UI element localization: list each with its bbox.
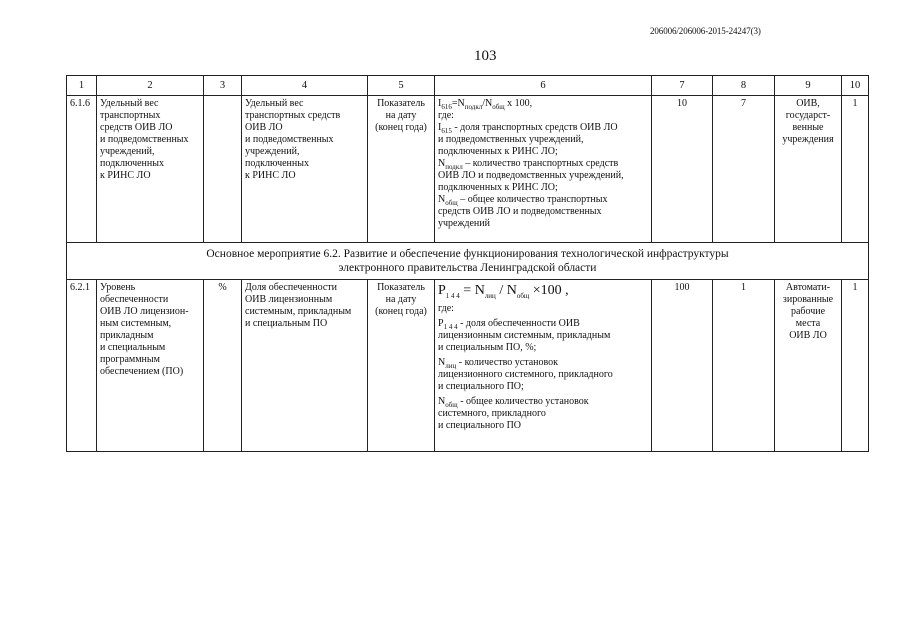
definition-sub: лиц: [445, 362, 457, 370]
definition-text: - доля транспортных средств ОИВ ЛО и подведомственных учреждений, подключенных к РИНС ЛО;: [438, 122, 618, 157]
where-label: где:: [438, 110, 454, 121]
column-header: 1: [67, 76, 97, 96]
indicator-type: Показатель на дату (конец года): [368, 96, 435, 243]
definition-symbol: N: [438, 396, 446, 407]
row-code: 6.1.6: [67, 96, 97, 243]
definition: [438, 194, 648, 230]
definition-text: – общее количество транспортных средств ОИВ ЛО и подведомственных учреждений: [438, 194, 608, 229]
indicator-description: Удельный вес транспортных средств ОИВ ЛО и подведомственных учреждений, подключенных к РИНС ЛО: [242, 96, 368, 243]
definition-symbol: P: [438, 318, 444, 329]
definition-symbol: N: [438, 357, 446, 368]
value-cell: 1: [842, 280, 869, 452]
definition-text: - общее количество установок системного, прикладного и специального ПО: [438, 396, 589, 431]
column-header: 6: [435, 76, 652, 96]
indicator-name: Удельный вес транспортных средств ОИВ ЛО и подведомственных учреждений, подключенных к РИНС ЛО: [97, 96, 204, 243]
column-header: 3: [204, 76, 242, 96]
value-cell: 10: [652, 96, 713, 243]
table-row: [67, 96, 869, 243]
where-label: где:: [438, 303, 454, 314]
responsible-cell: Автомати- зированные рабочие места ОИВ ЛО: [775, 280, 842, 452]
definition-symbol: I: [438, 122, 442, 133]
formula-sub: 616: [441, 103, 452, 111]
indicator-type: Показатель на дату (конец года): [368, 280, 435, 452]
formula-sub: общ: [516, 291, 530, 300]
formula-part: ×100 ,: [529, 283, 569, 298]
definition: [438, 396, 648, 432]
row-code: 6.2.1: [67, 280, 97, 452]
definition-sub: общ: [445, 401, 458, 409]
value-cell: 100: [652, 280, 713, 452]
indicator-name: Уровень обеспеченности ОИВ ЛО лицензион- ным системным, прикладным и специальным программным обеспечением (ПО): [97, 280, 204, 452]
definition-symbol: N: [438, 194, 446, 205]
formula: [438, 282, 648, 300]
definition-text: - количество установок лицензионного системного, прикладного и специального ПО;: [438, 357, 613, 392]
column-header: 7: [652, 76, 713, 96]
section-title: Основное мероприятие 6.2. Развитие и обеспечение функционирования технологической инфраструктуры электронного правительства Ленинградской области: [67, 243, 869, 280]
formula-part: /N: [482, 98, 493, 109]
formula: [438, 98, 648, 110]
table-row: [67, 280, 869, 452]
column-header: 9: [775, 76, 842, 96]
document-id: 206006/206006-2015-24247(3): [650, 26, 761, 36]
definition-text: – количество транспортных средств ОИВ ЛО и подведомственных учреждений, подключенных к РИНС ЛО;: [438, 158, 624, 193]
section-row: [67, 243, 869, 280]
unit-cell: %: [204, 280, 242, 452]
definition: [438, 158, 648, 194]
formula-part: / N: [495, 283, 517, 298]
formula-lhs: I: [438, 98, 442, 109]
column-header: 8: [713, 76, 775, 96]
indicator-description: Доля обеспеченности ОИВ лицензионным системным, прикладным и специальным ПО: [242, 280, 368, 452]
page-number: 103: [474, 48, 497, 64]
column-header: 5: [368, 76, 435, 96]
value-cell: 1: [842, 96, 869, 243]
definition-sub: 615: [441, 127, 452, 135]
formula-sub: подкл: [464, 103, 483, 111]
definition-symbol: N: [438, 158, 446, 169]
value-cell: 1: [713, 280, 775, 452]
column-header-row: [67, 76, 869, 96]
formula-cell: [435, 280, 652, 452]
definition-text: - доля обеспеченности ОИВ лицензионным системным, прикладным и специальным ПО, %;: [438, 318, 611, 353]
formula-sub: лиц: [484, 291, 496, 300]
definition-sub: общ: [445, 199, 458, 207]
formula-part: = N: [459, 283, 485, 298]
definition-sub: 1 4 4: [443, 323, 458, 331]
column-header: 4: [242, 76, 368, 96]
responsible-cell: ОИВ, государст- венные учреждения: [775, 96, 842, 243]
definition-sub: подкл: [445, 163, 463, 171]
indicators-table: [66, 75, 869, 452]
column-header: 2: [97, 76, 204, 96]
definition: [438, 122, 648, 158]
formula-sub: общ: [492, 103, 505, 111]
value-cell: 7: [713, 96, 775, 243]
formula-lhs: P: [438, 283, 446, 298]
formula-sub: 1 4 4: [445, 291, 460, 300]
unit-cell: [204, 96, 242, 243]
column-header: 10: [842, 76, 869, 96]
definition: [438, 357, 648, 393]
definition: [438, 318, 648, 354]
formula-part: x 100,: [504, 98, 533, 109]
formula-cell: [435, 96, 652, 243]
formula-part: =N: [451, 98, 465, 109]
